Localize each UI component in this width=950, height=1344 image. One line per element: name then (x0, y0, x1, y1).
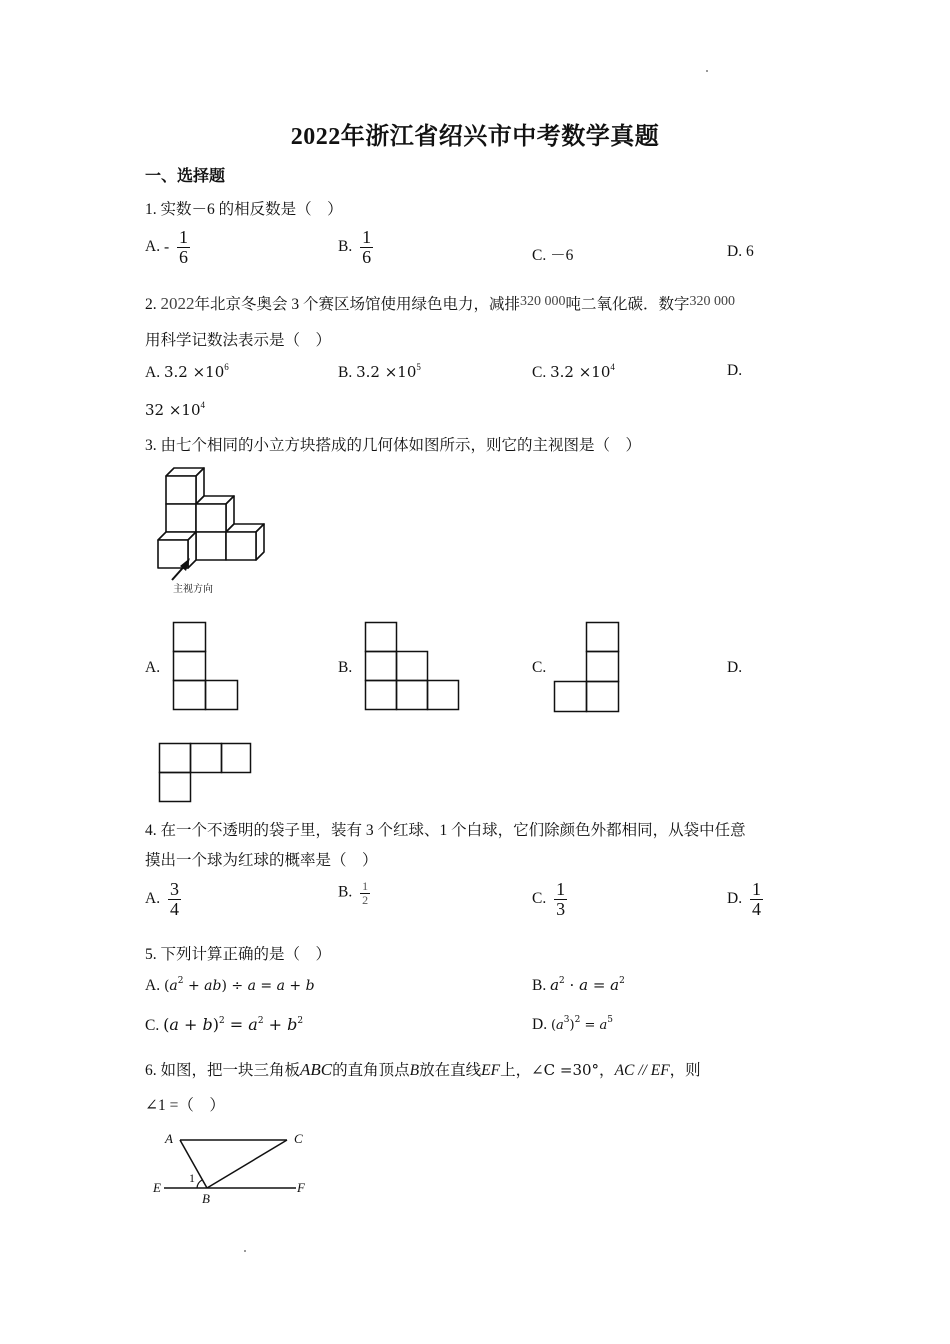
exponent: 4 (200, 400, 206, 410)
line-ef: EF (481, 1062, 501, 1079)
stem-text: 的直角顶点 (332, 1062, 410, 1079)
exponent: 5 (416, 362, 421, 372)
question-3-option-b[interactable]: B. (338, 659, 353, 676)
label-b: B (202, 1191, 210, 1206)
section-heading: 一、选择题 (145, 168, 226, 185)
label-a: A (165, 1131, 173, 1146)
option-label: C. (145, 1017, 160, 1034)
option-label: A. (145, 237, 161, 255)
option-label: C. (532, 364, 547, 381)
question-1-option-d[interactable]: D. 6 (727, 243, 754, 260)
numerator: 1 (556, 879, 566, 899)
stem-text: 放在直线 (419, 1062, 482, 1079)
option-c-expression: $(a + b)^2 = a^2 + b^2$ (163, 1015, 304, 1034)
option-label: B. (338, 237, 353, 255)
math-base: 3.2 ×10 (163, 363, 225, 381)
angle-1-label: 1 (189, 1171, 195, 1185)
page-title: 2022年浙江省绍兴市中考数学真题 (290, 124, 660, 150)
scan-dot (244, 1250, 246, 1252)
question-5-option-b[interactable] (532, 976, 625, 995)
option-label: B. (338, 364, 353, 381)
option-label: D. (727, 889, 743, 907)
stem-text: ，则 (669, 1062, 701, 1079)
question-1-option-c[interactable]: C. －6 (532, 247, 574, 264)
denominator: 4 (169, 898, 179, 919)
fraction (360, 228, 373, 267)
question-3-stem: 3. 由七个相同的小立方块搭成的几何体如图所示，则它的主视图是（ ） (145, 437, 642, 454)
question-4-option-c[interactable] (532, 880, 567, 919)
math-base: 32 ×10 (145, 401, 201, 419)
question-2-option-d[interactable] (145, 400, 205, 420)
option-a-front-view[interactable] (173, 622, 240, 712)
label-f: F (297, 1180, 305, 1195)
view-direction-caption: 主视方向 (173, 584, 213, 595)
question-3-option-a[interactable]: A. (145, 659, 161, 676)
fraction (177, 228, 190, 267)
numerator: 1 (179, 227, 188, 247)
denominator: 6 (179, 246, 188, 267)
year: 2022 (160, 294, 195, 313)
question-4-option-b[interactable] (338, 880, 370, 906)
denominator: 6 (362, 246, 372, 267)
question-5-stem: 5. 下列计算正确的是（ ） (145, 946, 332, 963)
fraction (360, 880, 370, 906)
question-1-option-b[interactable] (338, 228, 373, 267)
cube-stack-figure (150, 462, 275, 592)
option-label: A. (145, 889, 161, 907)
option-d-expression: $(a^3)^2 = a^5$ (550, 1015, 614, 1033)
numerator: 1 (362, 227, 372, 247)
question-3-option-c[interactable]: C. (532, 659, 547, 676)
question-6-stem-line2: ∠1 =（ ） (145, 1097, 225, 1114)
stem-text: 6. 如图，把一块三角板 (145, 1062, 301, 1079)
question-1-stem: 1. 实数－6 的相反数是（ ） (145, 201, 343, 218)
question-5-option-c[interactable] (145, 1015, 303, 1035)
numerator: 3 (169, 879, 179, 899)
denominator: 3 (556, 898, 566, 919)
parallel-condition: AC // EF (614, 1062, 670, 1079)
number: 320 000 (689, 294, 736, 309)
fraction (554, 880, 567, 919)
label-c: C (294, 1131, 303, 1146)
question-4-option-d[interactable] (727, 880, 763, 919)
question-4-stem-line2: 摸出一个球为红球的概率是（ ） (145, 852, 378, 869)
question-5-option-d[interactable] (532, 1015, 613, 1034)
question-1-option-a[interactable] (145, 228, 190, 267)
denominator: 2 (362, 892, 369, 907)
question-4-stem: 4. 在一个不透明的袋子里，装有 3 个红球、1 个白球，它们除颜色外都相同，从袋中任意 (145, 822, 746, 839)
triangle-name: ABC (300, 1060, 333, 1079)
point-b: B (409, 1062, 420, 1079)
exponent: 4 (610, 362, 615, 372)
numerator: 1 (362, 879, 369, 893)
angle-c-value: ∠C =30° (531, 1061, 600, 1079)
question-4-option-a[interactable] (145, 880, 181, 919)
math-base: 3.2 ×10 (550, 363, 611, 381)
math-base: 3.2 ×10 (356, 363, 417, 381)
question-2-stem-line2: 用科学记数法表示是（ ） (145, 332, 332, 349)
question-2-option-c[interactable] (532, 362, 615, 382)
question-6-stem (145, 1058, 701, 1080)
stem-text: 年北京冬奥会 3 个赛区场馆使用绿色电力，减排 (194, 296, 521, 313)
option-label: B. (338, 883, 353, 901)
question-number: 2. (145, 296, 157, 313)
denominator: 4 (751, 898, 761, 919)
stem-text: 上， (500, 1062, 532, 1079)
minus-sign: - (163, 238, 170, 256)
number: 320 000 (520, 294, 566, 309)
option-label: A. (145, 364, 161, 381)
fraction (168, 880, 181, 919)
option-label: A. (145, 977, 161, 994)
numerator: 1 (751, 879, 761, 899)
option-d-front-view[interactable] (159, 743, 254, 805)
label-e: E (153, 1180, 161, 1195)
question-2-option-b[interactable] (338, 362, 421, 382)
option-b-front-view[interactable] (365, 622, 461, 712)
scan-dot (706, 70, 708, 72)
option-b-expression: $a^2 \cdot a = a^2$ (550, 976, 625, 994)
option-label: C. (532, 889, 547, 907)
question-2-option-d-label[interactable]: D. (727, 362, 743, 379)
stem-text: 吨二氧化碳．数字 (565, 296, 690, 313)
option-a-expression: $(a^2 + ab) \div a = a + b$ (163, 976, 315, 994)
question-2-stem (145, 292, 735, 314)
question-3-option-d[interactable]: D. (727, 659, 743, 676)
option-c-front-view[interactable] (554, 622, 621, 714)
option-label: B. (532, 977, 547, 994)
question-2-option-a[interactable] (145, 362, 229, 382)
question-5-option-a[interactable] (145, 976, 315, 995)
fraction (750, 880, 763, 919)
stem-text: ， (599, 1062, 615, 1079)
exponent: 6 (224, 362, 229, 372)
option-label: D. (532, 1016, 548, 1033)
